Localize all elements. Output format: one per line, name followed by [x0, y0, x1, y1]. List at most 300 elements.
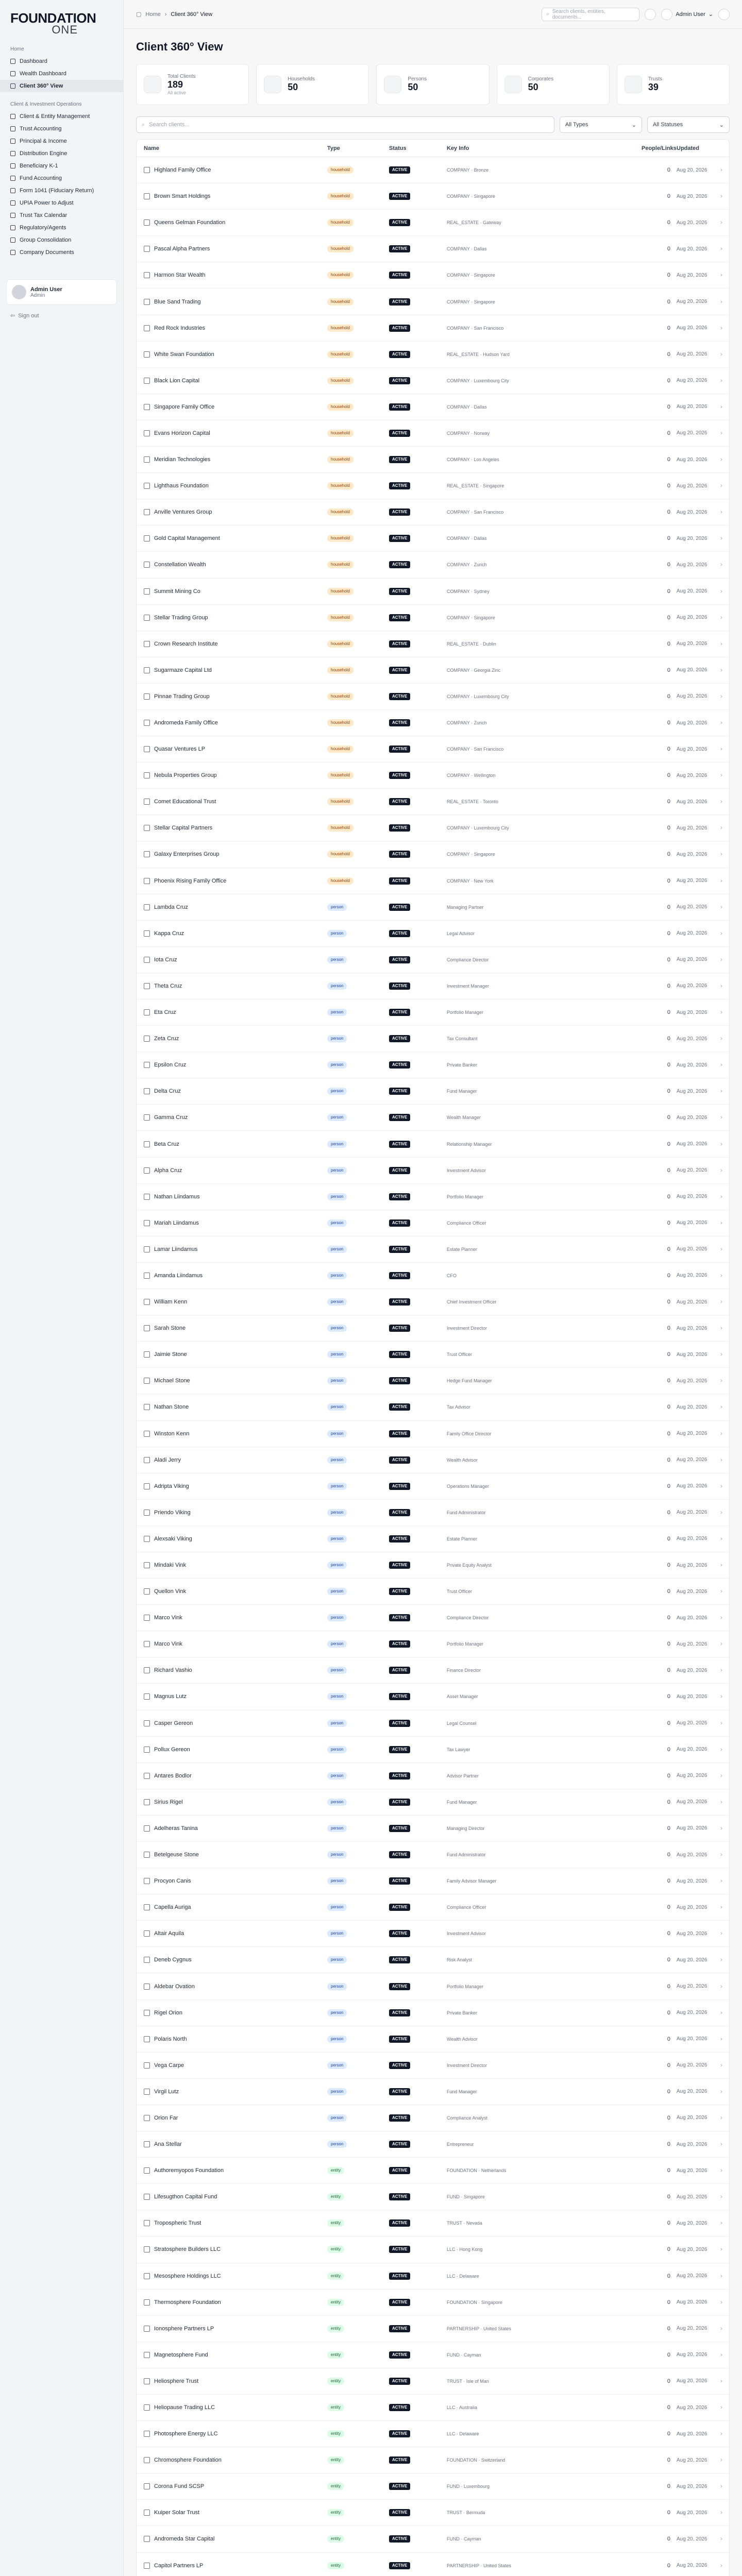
- client-name-cell[interactable]: [137, 1036, 327, 1042]
- row-chevron-icon[interactable]: ›: [720, 746, 722, 753]
- row-chevron-icon[interactable]: ›: [720, 2510, 722, 2516]
- sidebar-item-mgmt_items-9[interactable]: [0, 222, 123, 234]
- client-name-cell[interactable]: [137, 1878, 327, 1884]
- table-row[interactable]: [137, 1737, 729, 1763]
- client-name-cell[interactable]: [137, 1483, 327, 1489]
- table-row[interactable]: [137, 736, 729, 762]
- client-name-cell[interactable]: [137, 2246, 327, 2252]
- table-row[interactable]: [137, 1921, 729, 1947]
- sidebar-item-mgmt_items-7[interactable]: [0, 197, 123, 209]
- client-name-cell[interactable]: [137, 219, 327, 226]
- table-row[interactable]: [137, 183, 729, 210]
- sidebar-item-mgmt_items-0[interactable]: [0, 110, 123, 123]
- table-row[interactable]: [137, 841, 729, 868]
- row-chevron-icon[interactable]: ›: [720, 1167, 722, 1174]
- table-row[interactable]: [137, 210, 729, 236]
- table-row[interactable]: [137, 1894, 729, 1921]
- table-row[interactable]: [137, 1973, 729, 1999]
- row-chevron-icon[interactable]: ›: [720, 693, 722, 700]
- row-chevron-icon[interactable]: ›: [720, 1325, 722, 1332]
- table-row[interactable]: [137, 2131, 729, 2158]
- table-row[interactable]: [137, 552, 729, 578]
- client-name-cell[interactable]: [137, 904, 327, 910]
- client-name-cell[interactable]: [137, 772, 327, 778]
- row-chevron-icon[interactable]: ›: [720, 1299, 722, 1306]
- table-row[interactable]: [137, 315, 729, 342]
- sidebar-item-mgmt_items-5[interactable]: [0, 172, 123, 184]
- row-chevron-icon[interactable]: ›: [720, 483, 722, 489]
- table-row[interactable]: [137, 1447, 729, 1473]
- row-chevron-icon[interactable]: ›: [720, 720, 722, 726]
- client-name-cell[interactable]: [137, 2352, 327, 2358]
- row-chevron-icon[interactable]: ›: [720, 1219, 722, 1226]
- row-chevron-icon[interactable]: ›: [720, 1036, 722, 1042]
- table-row[interactable]: [137, 973, 729, 999]
- table-row[interactable]: [137, 2290, 729, 2316]
- client-name-cell[interactable]: [137, 2089, 327, 2095]
- table-row[interactable]: [137, 1368, 729, 1394]
- row-chevron-icon[interactable]: ›: [720, 982, 722, 989]
- user-card[interactable]: [6, 279, 117, 305]
- table-row[interactable]: [137, 2079, 729, 2105]
- client-name-cell[interactable]: [137, 1773, 327, 1779]
- row-chevron-icon[interactable]: ›: [720, 2194, 722, 2200]
- client-name-cell[interactable]: [137, 246, 327, 252]
- client-name-cell[interactable]: [137, 2220, 327, 2226]
- table-row[interactable]: [137, 420, 729, 447]
- client-name-cell[interactable]: [137, 2167, 327, 2174]
- client-name-cell[interactable]: [137, 404, 327, 410]
- row-chevron-icon[interactable]: ›: [720, 1062, 722, 1069]
- client-name-cell[interactable]: [137, 851, 327, 857]
- logo[interactable]: [0, 0, 123, 41]
- table-row[interactable]: [137, 2421, 729, 2447]
- client-name-cell[interactable]: [137, 2194, 327, 2200]
- client-name-cell[interactable]: [137, 2510, 327, 2516]
- notification-bell-icon[interactable]: [718, 9, 730, 20]
- table-row[interactable]: [137, 394, 729, 420]
- client-name-cell[interactable]: [137, 1220, 327, 1226]
- table-row[interactable]: [137, 262, 729, 289]
- row-chevron-icon[interactable]: ›: [720, 2036, 722, 2042]
- row-chevron-icon[interactable]: ›: [720, 1878, 722, 1885]
- row-chevron-icon[interactable]: ›: [720, 667, 722, 673]
- row-chevron-icon[interactable]: ›: [720, 351, 722, 358]
- client-name-cell[interactable]: [137, 1799, 327, 1805]
- row-chevron-icon[interactable]: ›: [720, 1693, 722, 1700]
- table-row[interactable]: [137, 1763, 729, 1789]
- client-name-cell[interactable]: [137, 2483, 327, 2489]
- client-name-cell[interactable]: [137, 746, 327, 752]
- row-chevron-icon[interactable]: ›: [720, 2062, 722, 2069]
- client-name-cell[interactable]: [137, 562, 327, 568]
- sidebar-item-mgmt_items-1[interactable]: [0, 123, 123, 135]
- client-name-cell[interactable]: [137, 878, 327, 884]
- row-chevron-icon[interactable]: ›: [720, 1720, 722, 1726]
- client-name-cell[interactable]: [137, 1536, 327, 1542]
- client-search-input[interactable]: [136, 116, 554, 133]
- table-row[interactable]: [137, 684, 729, 710]
- table-row[interactable]: [137, 2473, 729, 2500]
- client-name-cell[interactable]: [137, 1825, 327, 1832]
- table-row[interactable]: [137, 1210, 729, 1236]
- table-row[interactable]: [137, 1236, 729, 1263]
- row-chevron-icon[interactable]: ›: [720, 1404, 722, 1411]
- client-name-cell[interactable]: [137, 378, 327, 384]
- table-row[interactable]: [137, 2368, 729, 2395]
- table-row[interactable]: [137, 1394, 729, 1420]
- table-row[interactable]: [137, 2210, 729, 2236]
- client-name-cell[interactable]: [137, 1720, 327, 1726]
- client-name-cell[interactable]: [137, 2036, 327, 2042]
- client-name-cell[interactable]: [137, 2536, 327, 2542]
- table-row[interactable]: [137, 947, 729, 973]
- client-name-cell[interactable]: [137, 2378, 327, 2384]
- row-chevron-icon[interactable]: ›: [720, 2325, 722, 2332]
- sidebar-item-mgmt_items-4[interactable]: [0, 160, 123, 172]
- row-chevron-icon[interactable]: ›: [720, 772, 722, 779]
- table-row[interactable]: [137, 1552, 729, 1579]
- user-menu[interactable]: [661, 9, 713, 20]
- client-name-cell[interactable]: [137, 1852, 327, 1858]
- client-name-cell[interactable]: [137, 2563, 327, 2569]
- client-name-cell[interactable]: [137, 1747, 327, 1753]
- row-chevron-icon[interactable]: ›: [720, 246, 722, 252]
- table-row[interactable]: [137, 2184, 729, 2210]
- row-chevron-icon[interactable]: ›: [720, 167, 722, 174]
- table-row[interactable]: [137, 1500, 729, 1526]
- table-row[interactable]: [137, 631, 729, 657]
- status-filter-select[interactable]: [647, 116, 730, 133]
- table-row[interactable]: [137, 1710, 729, 1737]
- row-chevron-icon[interactable]: ›: [720, 1272, 722, 1279]
- client-name-cell[interactable]: [137, 1641, 327, 1647]
- table-row[interactable]: [137, 1816, 729, 1842]
- row-chevron-icon[interactable]: ›: [720, 1746, 722, 1753]
- table-row[interactable]: [137, 2447, 729, 2473]
- row-chevron-icon[interactable]: ›: [720, 2088, 722, 2095]
- row-chevron-icon[interactable]: ›: [720, 272, 722, 279]
- table-row[interactable]: [137, 2395, 729, 2421]
- table-row[interactable]: [137, 1947, 729, 1973]
- client-name-cell[interactable]: [137, 351, 327, 358]
- client-name-cell[interactable]: [137, 2141, 327, 2147]
- table-row[interactable]: [137, 1289, 729, 1315]
- client-name-cell[interactable]: [137, 1615, 327, 1621]
- row-chevron-icon[interactable]: ›: [720, 1430, 722, 1437]
- sidebar-item-home_items-1[interactable]: [0, 67, 123, 80]
- row-chevron-icon[interactable]: ›: [720, 1456, 722, 1463]
- client-name-cell[interactable]: [137, 1930, 327, 1937]
- client-name-cell[interactable]: [137, 1114, 327, 1121]
- table-row[interactable]: [137, 894, 729, 921]
- client-name-cell[interactable]: [137, 272, 327, 278]
- client-name-cell[interactable]: [137, 1588, 327, 1595]
- client-name-cell[interactable]: [137, 615, 327, 621]
- row-chevron-icon[interactable]: ›: [720, 1535, 722, 1542]
- sidebar-item-mgmt_items-10[interactable]: [0, 234, 123, 246]
- row-chevron-icon[interactable]: ›: [720, 2141, 722, 2148]
- table-row[interactable]: [137, 710, 729, 736]
- table-row[interactable]: [137, 657, 729, 684]
- sidebar-item-mgmt_items-2[interactable]: [0, 135, 123, 147]
- client-name-cell[interactable]: [137, 1957, 327, 1963]
- row-chevron-icon[interactable]: ›: [720, 2536, 722, 2543]
- type-filter-select[interactable]: [560, 116, 642, 133]
- row-chevron-icon[interactable]: ›: [720, 2114, 722, 2121]
- client-name-cell[interactable]: [137, 2273, 327, 2279]
- row-chevron-icon[interactable]: ›: [720, 1904, 722, 1911]
- client-name-cell[interactable]: [137, 2115, 327, 2121]
- client-name-cell[interactable]: [137, 2010, 327, 2016]
- sidebar-item-home_items-0[interactable]: [0, 55, 123, 67]
- client-name-cell[interactable]: [137, 1510, 327, 1516]
- row-chevron-icon[interactable]: ›: [720, 2167, 722, 2174]
- row-chevron-icon[interactable]: ›: [720, 562, 722, 568]
- row-chevron-icon[interactable]: ›: [720, 851, 722, 858]
- client-name-cell[interactable]: [137, 983, 327, 989]
- row-chevron-icon[interactable]: ›: [720, 1193, 722, 1200]
- breadcrumb-home[interactable]: Home: [145, 11, 161, 18]
- table-row[interactable]: [137, 579, 729, 605]
- row-chevron-icon[interactable]: ›: [720, 193, 722, 200]
- table-row[interactable]: [137, 1026, 729, 1052]
- row-chevron-icon[interactable]: ›: [720, 1114, 722, 1121]
- theme-toggle-icon[interactable]: [645, 9, 656, 20]
- table-row[interactable]: [137, 157, 729, 183]
- table-row[interactable]: [137, 2526, 729, 2552]
- row-chevron-icon[interactable]: ›: [720, 325, 722, 331]
- client-name-cell[interactable]: [137, 825, 327, 831]
- client-name-cell[interactable]: [137, 957, 327, 963]
- row-chevron-icon[interactable]: ›: [720, 219, 722, 226]
- client-name-cell[interactable]: [137, 2457, 327, 2463]
- sidebar-item-mgmt_items-3[interactable]: [0, 147, 123, 160]
- client-name-cell[interactable]: [137, 299, 327, 305]
- table-row[interactable]: [137, 1842, 729, 1868]
- row-chevron-icon[interactable]: ›: [720, 2431, 722, 2437]
- table-row[interactable]: [137, 868, 729, 894]
- client-name-cell[interactable]: [137, 641, 327, 647]
- client-name-cell[interactable]: [137, 1404, 327, 1410]
- row-chevron-icon[interactable]: ›: [720, 1351, 722, 1358]
- table-row[interactable]: [137, 473, 729, 499]
- client-name-cell[interactable]: [137, 1562, 327, 1568]
- client-name-cell[interactable]: [137, 1246, 327, 1252]
- row-chevron-icon[interactable]: ›: [720, 2562, 722, 2569]
- client-name-cell[interactable]: [137, 1378, 327, 1384]
- row-chevron-icon[interactable]: ›: [720, 377, 722, 384]
- client-name-cell[interactable]: [137, 2431, 327, 2437]
- client-name-cell[interactable]: [137, 1984, 327, 1990]
- row-chevron-icon[interactable]: ›: [720, 1088, 722, 1095]
- row-chevron-icon[interactable]: ›: [720, 1825, 722, 1832]
- row-chevron-icon[interactable]: ›: [720, 298, 722, 305]
- row-chevron-icon[interactable]: ›: [720, 614, 722, 621]
- table-row[interactable]: [137, 2553, 729, 2576]
- table-row[interactable]: [137, 2000, 729, 2026]
- table-row[interactable]: [137, 762, 729, 789]
- table-row[interactable]: [137, 2158, 729, 2184]
- table-row[interactable]: [137, 2500, 729, 2526]
- client-name-cell[interactable]: [137, 1299, 327, 1305]
- client-name-cell[interactable]: [137, 1141, 327, 1147]
- row-chevron-icon[interactable]: ›: [720, 2404, 722, 2411]
- client-name-cell[interactable]: [137, 2326, 327, 2332]
- client-name-cell[interactable]: [137, 930, 327, 937]
- client-name-cell[interactable]: [137, 456, 327, 463]
- table-row[interactable]: [137, 236, 729, 262]
- row-chevron-icon[interactable]: ›: [720, 1983, 722, 1990]
- table-row[interactable]: [137, 815, 729, 841]
- sidebar-item-mgmt_items-6[interactable]: [0, 184, 123, 197]
- client-name-cell[interactable]: [137, 325, 327, 331]
- col-status[interactable]: Status: [389, 145, 407, 151]
- row-chevron-icon[interactable]: ›: [720, 1562, 722, 1569]
- row-chevron-icon[interactable]: ›: [720, 904, 722, 910]
- table-row[interactable]: [137, 1579, 729, 1605]
- table-row[interactable]: [137, 1342, 729, 1368]
- client-name-cell[interactable]: [137, 1667, 327, 1673]
- client-name-cell[interactable]: [137, 1009, 327, 1015]
- row-chevron-icon[interactable]: ›: [720, 1852, 722, 1858]
- row-chevron-icon[interactable]: ›: [720, 2246, 722, 2253]
- table-row[interactable]: [137, 1052, 729, 1078]
- client-name-cell[interactable]: [137, 720, 327, 726]
- row-chevron-icon[interactable]: ›: [720, 2009, 722, 2016]
- row-chevron-icon[interactable]: ›: [720, 2378, 722, 2384]
- client-name-cell[interactable]: [137, 667, 327, 673]
- client-name-cell[interactable]: [137, 1062, 327, 1068]
- row-chevron-icon[interactable]: ›: [720, 1772, 722, 1779]
- row-chevron-icon[interactable]: ›: [720, 1667, 722, 1674]
- table-row[interactable]: [137, 368, 729, 394]
- row-chevron-icon[interactable]: ›: [720, 403, 722, 410]
- row-chevron-icon[interactable]: ›: [720, 1509, 722, 1516]
- client-name-cell[interactable]: [137, 430, 327, 436]
- sidebar-toggle-icon[interactable]: ▢: [136, 11, 142, 18]
- client-name-cell[interactable]: [137, 1457, 327, 1463]
- client-name-cell[interactable]: [137, 693, 327, 700]
- table-row[interactable]: [137, 1158, 729, 1184]
- table-row[interactable]: [137, 1684, 729, 1710]
- row-chevron-icon[interactable]: ›: [720, 2273, 722, 2279]
- table-row[interactable]: [137, 2026, 729, 2053]
- client-name-cell[interactable]: [137, 483, 327, 489]
- row-chevron-icon[interactable]: ›: [720, 1588, 722, 1595]
- row-chevron-icon[interactable]: ›: [720, 1930, 722, 1937]
- table-row[interactable]: [137, 2105, 729, 2131]
- client-name-cell[interactable]: [137, 167, 327, 173]
- sidebar-item-mgmt_items-8[interactable]: [0, 209, 123, 222]
- col-updated[interactable]: Updated: [677, 145, 699, 151]
- table-row[interactable]: [137, 1421, 729, 1447]
- col-type[interactable]: Type: [327, 145, 340, 151]
- table-row[interactable]: [137, 1605, 729, 1631]
- client-name-cell[interactable]: [137, 1693, 327, 1700]
- table-row[interactable]: [137, 2053, 729, 2079]
- row-chevron-icon[interactable]: ›: [720, 430, 722, 436]
- table-row[interactable]: [137, 1263, 729, 1289]
- table-row[interactable]: [137, 2316, 729, 2342]
- table-row[interactable]: [137, 605, 729, 631]
- row-chevron-icon[interactable]: ›: [720, 640, 722, 647]
- table-row[interactable]: [137, 1184, 729, 1210]
- table-row[interactable]: [137, 2263, 729, 2290]
- row-chevron-icon[interactable]: ›: [720, 1641, 722, 1648]
- client-name-cell[interactable]: [137, 1431, 327, 1437]
- client-name-cell[interactable]: [137, 588, 327, 595]
- table-row[interactable]: [137, 1315, 729, 1342]
- row-chevron-icon[interactable]: ›: [720, 2483, 722, 2490]
- table-row[interactable]: [137, 1868, 729, 1894]
- table-row[interactable]: [137, 499, 729, 526]
- client-name-cell[interactable]: [137, 535, 327, 541]
- table-row[interactable]: [137, 1105, 729, 1131]
- table-row[interactable]: [137, 1473, 729, 1500]
- table-row[interactable]: [137, 447, 729, 473]
- row-chevron-icon[interactable]: ›: [720, 2299, 722, 2306]
- table-row[interactable]: [137, 1657, 729, 1684]
- client-name-cell[interactable]: [137, 799, 327, 805]
- row-chevron-icon[interactable]: ›: [720, 509, 722, 516]
- row-chevron-icon[interactable]: ›: [720, 588, 722, 595]
- table-row[interactable]: [137, 1078, 729, 1105]
- table-row[interactable]: [137, 1526, 729, 1552]
- client-name-cell[interactable]: [137, 509, 327, 515]
- table-row[interactable]: [137, 2342, 729, 2368]
- client-name-cell[interactable]: [137, 1167, 327, 1174]
- table-row[interactable]: [137, 526, 729, 552]
- row-chevron-icon[interactable]: ›: [720, 877, 722, 884]
- signout-link[interactable]: [0, 305, 123, 326]
- row-chevron-icon[interactable]: ›: [720, 825, 722, 832]
- row-chevron-icon[interactable]: ›: [720, 456, 722, 463]
- client-name-cell[interactable]: [137, 1325, 327, 1331]
- row-chevron-icon[interactable]: ›: [720, 1246, 722, 1252]
- row-chevron-icon[interactable]: ›: [720, 1378, 722, 1384]
- row-chevron-icon[interactable]: ›: [720, 2457, 722, 2464]
- row-chevron-icon[interactable]: ›: [720, 1483, 722, 1489]
- row-chevron-icon[interactable]: ›: [720, 1141, 722, 1147]
- row-chevron-icon[interactable]: ›: [720, 535, 722, 542]
- table-row[interactable]: [137, 2236, 729, 2263]
- table-row[interactable]: [137, 789, 729, 815]
- col-name[interactable]: Name: [144, 145, 159, 151]
- table-row[interactable]: [137, 1631, 729, 1657]
- row-chevron-icon[interactable]: ›: [720, 2220, 722, 2227]
- table-row[interactable]: [137, 921, 729, 947]
- row-chevron-icon[interactable]: ›: [720, 956, 722, 963]
- client-name-cell[interactable]: [137, 1351, 327, 1358]
- row-chevron-icon[interactable]: ›: [720, 1799, 722, 1805]
- client-name-cell[interactable]: [137, 1904, 327, 1910]
- row-chevron-icon[interactable]: ›: [720, 2351, 722, 2358]
- client-name-cell[interactable]: [137, 1273, 327, 1279]
- table-row[interactable]: [137, 1789, 729, 1816]
- row-chevron-icon[interactable]: ›: [720, 1957, 722, 1963]
- row-chevron-icon[interactable]: ›: [720, 930, 722, 937]
- table-row[interactable]: [137, 999, 729, 1026]
- row-chevron-icon[interactable]: ›: [720, 1615, 722, 1621]
- row-chevron-icon[interactable]: ›: [720, 799, 722, 805]
- client-name-cell[interactable]: [137, 2062, 327, 2069]
- sidebar-item-mgmt_items-11[interactable]: [0, 246, 123, 259]
- client-name-cell[interactable]: [137, 1088, 327, 1094]
- table-row[interactable]: [137, 342, 729, 368]
- client-name-cell[interactable]: [137, 2299, 327, 2306]
- table-row[interactable]: [137, 289, 729, 315]
